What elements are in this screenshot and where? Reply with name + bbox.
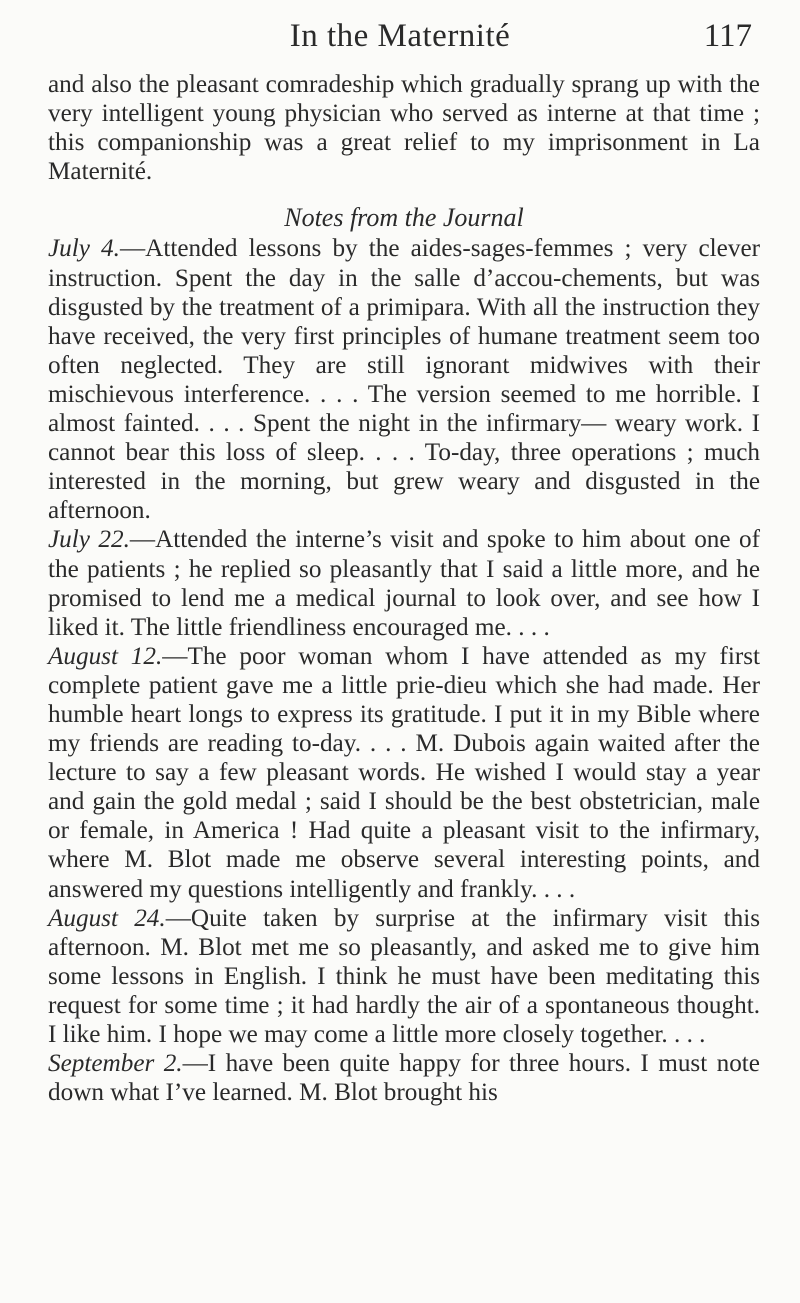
- entry-text: —The poor woman whom I have attended as my first complete patient gave me a little prie-dieu which she had made. Her humble heart longs to express its gratitude. I put it in my Bible where my friends are reading to-day. . . . M. Dubois again waited after the lecture to say a few pleasant words. He wished I would stay a year and gain the gold medal ; said I should be the best obstetrician, male or female, in America ! Had quite a pleasant visit to the infirmary, where M. Blot made me observe several interesting points, and answered my questions intelligently and frankly. . . .: [48, 642, 761, 903]
- page-number: 117: [703, 18, 752, 54]
- journal-entry: [48, 525, 760, 641]
- entry-date: August 24.: [48, 904, 166, 932]
- entry-text: —I have been quite happy for three hours. I must note down what I’ve learned. M. Blot brought his: [48, 1050, 760, 1107]
- entry-text: —Quite taken by surprise at the infirmary visit this afternoon. M. Blot met me so pleasantly, and asked me to give him some lessons in English. I think he must have been meditating this request for some time ; it had hardly the air of a spontaneous thought. I like him. I hope we may come a little more closely together. . . .: [48, 904, 761, 1048]
- page-body: [48, 70, 760, 1107]
- journal-entry: [48, 234, 760, 525]
- entry-text: —Attended the interne’s visit and spoke to him about one of the patients ; he replied so pleasantly that I said a little more, and he promised to lend me a medical journal to look over, and see how I liked it. The little friendliness encouraged me. . . .: [48, 526, 760, 641]
- journal-entry: [48, 642, 760, 904]
- entry-date: August 12.: [48, 642, 163, 670]
- running-title: In the Maternité: [289, 18, 511, 54]
- entry-date: September 2.: [48, 1050, 183, 1078]
- page-header: [0, 14, 800, 62]
- journal-entry: [48, 904, 760, 1049]
- intro-paragraph: and also the pleasant comradeship which gradually sprang up with the very intelligent young physician who served as interne at that time ; this companionship was a great relief to my imprisonment in La Maternité.: [48, 71, 760, 186]
- journal-entry: [48, 1049, 760, 1107]
- section-heading: Notes from the Journal: [284, 203, 524, 233]
- entry-date: July 22.: [48, 526, 130, 554]
- entry-date: July 4.: [48, 235, 120, 263]
- entry-text: —Attended lessons by the aides-sages-femmes ; very clever instruction. Spent the day in the salle d’accou-chements, but was disgusted by the treatment of a primipara. With all the instruction they have received, the very first principles of humane treatment seem too often neglected. They are still ignorant midwives with their mischievous interference. . . . The version seemed to me horrible. I almost fainted. . . . Spent the night in the infirmary— weary work. I cannot bear this loss of sleep. . . . To-day, three operations ; much interested in the morning, but grew weary and disgusted in the afternoon.: [48, 235, 761, 525]
